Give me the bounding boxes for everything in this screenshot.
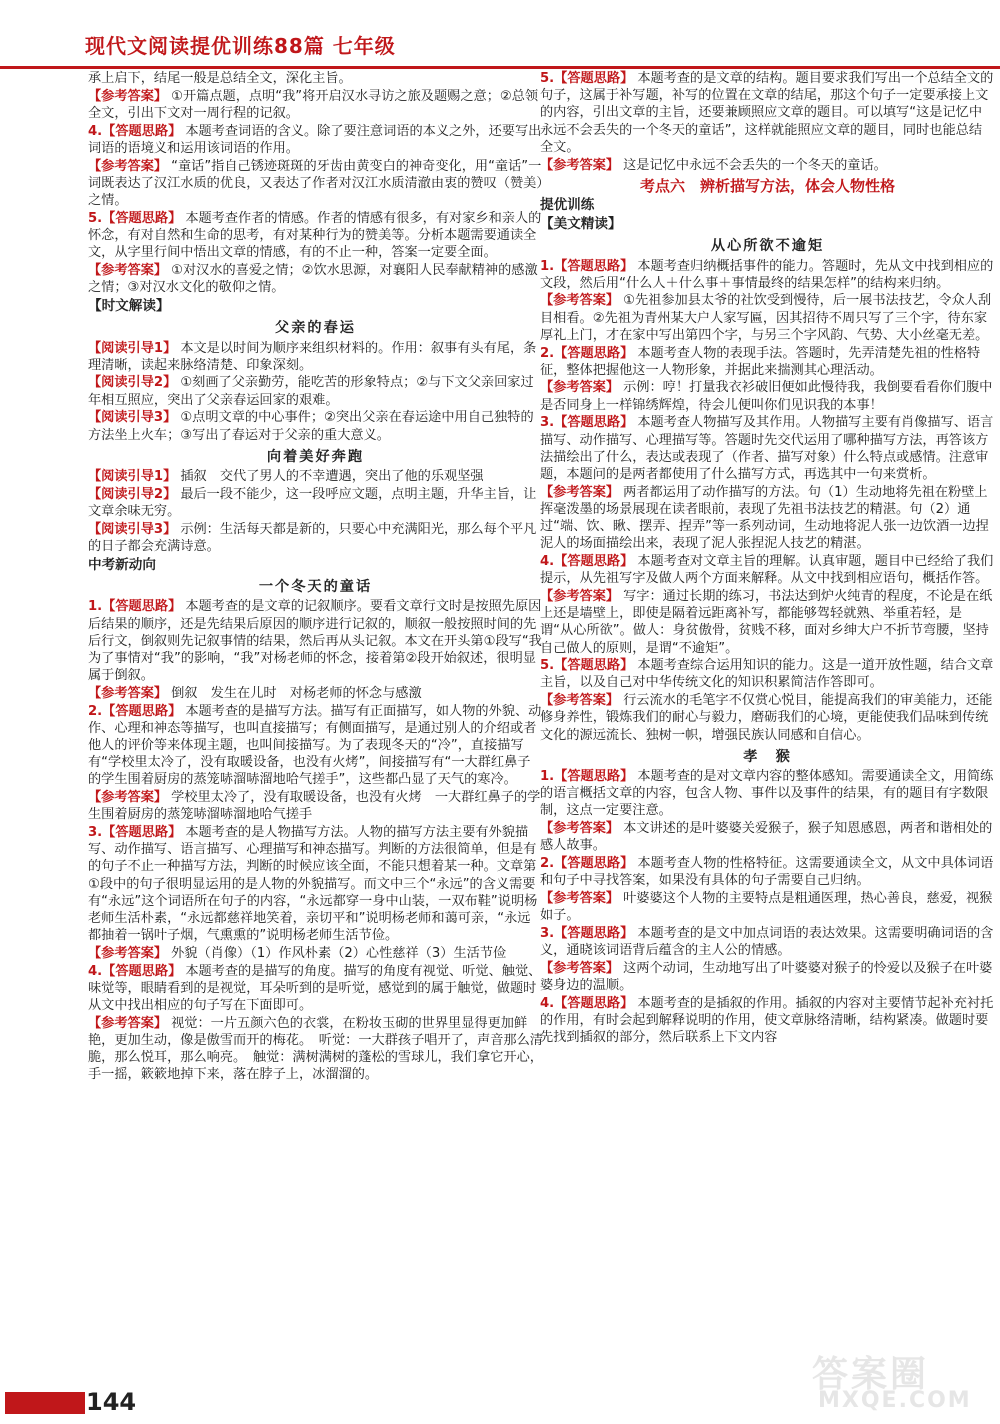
page-number: 144 — [86, 1388, 137, 1416]
answer-paragraph — [540, 414, 995, 483]
answer-paragraph — [88, 88, 543, 122]
right-column — [540, 70, 995, 1046]
answer-paragraph — [540, 820, 995, 854]
section-heading: 【美文精读】 — [540, 216, 622, 233]
answer-text: ①对汉水的喜爱之情；②饮水思源，对襄阳人民奉献精神的感激之情；③对汉水文化的敬仰之情。 — [88, 262, 538, 295]
answer-label: 3.【答题思路】 — [540, 925, 634, 941]
answer-text: 本题考查归纳概括事件的能力。答题时，先从文中找到相应的文段，然后用“什么人＋什么事＋事情最终的结果怎样”的结构来归纳。 — [540, 258, 994, 291]
answer-text: 本文是以时间为顺序来组织材料的。作用：叙事有头有尾，条理清晰，读起来脉络清楚、印象深刻。 — [88, 340, 537, 373]
answer-paragraph — [540, 379, 995, 413]
answer-paragraph — [540, 484, 995, 553]
answer-text: 本文讲述的是叶婆婆关爱猴子，猴子知恩感恩，两者和谐相处的感人故事。 — [540, 821, 993, 854]
answer-label: 【参考答案】 — [540, 157, 620, 173]
answer-text: 本题考查的是描写的角度。描写的角度有视觉、听觉、触觉、味觉等，眼睛看到的是视觉，耳朵听到的是听觉，感觉到的属于触觉，做题时从文中找出相应的句子写在下面即可。 — [88, 963, 542, 1014]
answer-label: 5.【答题思路】 — [540, 658, 634, 674]
answer-text: 本题考查人物描写及其作用。人物描写主要有肖像描写、语言描写、动作描写、心理描写等。答题时先交代运用了哪种描写方法，再答该方法描绘出了什么，表达或表现了（作者、描写对象）什么特点或感情。注意审题，本题问的是两者都使用了什么描写方式，再选其中一句来赏析。 — [540, 415, 994, 482]
answer-paragraph — [88, 963, 543, 1015]
answer-label: 【参考答案】 — [88, 158, 168, 174]
answer-label: 【参考答案】 — [540, 821, 620, 837]
answer-text: 两者都运用了动作描写的方法。句（1）生动地将先祖在粉壁上挥毫泼墨的场景展现在读者眼前，表现了先祖书法技艺的精湛。句（2）通过“端、饮、瞅、摆弄、捏弄”等一系列动词，生动地将泥人张一边饮酒一边捏泥人的场面描绘出来，表现了泥人张捏泥人技艺的精湛。 — [540, 484, 989, 552]
answer-text: 这两个动词，生动地写出了叶婆婆对猴子的怜爱以及猴子在叶婆婆身边的温顺。 — [540, 960, 993, 993]
answer-paragraph — [88, 468, 543, 485]
answer-paragraph — [88, 789, 543, 823]
answer-text: 本题考查人物的表现手法。答题时，先弄清楚先祖的性格特征，整体把握他这一人物形象，并据此来揣测其心理活动。 — [540, 345, 981, 378]
answer-label: 【阅读引导2】 — [88, 486, 177, 502]
answer-text: 学校里太冷了，没有取暖设备，也没有火烤 一大群红鼻子的学生围着厨房的蒸笼哧溜哧溜地哈气搓手 — [88, 790, 541, 823]
page-footer — [0, 1384, 300, 1424]
answer-label: 【阅读引导2】 — [88, 375, 177, 391]
answer-text: 本题考查人物的性格特征。这需要通读全文，从文中具体词语和句子中寻找答案，如果没有具体的句子需要自己归纳。 — [540, 855, 994, 889]
answer-paragraph — [540, 258, 995, 292]
answer-label: 【参考答案】 — [540, 890, 620, 906]
answer-text: ①先祖参加县太爷的社饮受到慢待，后一展书法技艺，令众人刮目相看。②先祖为青州某大户人家写匾，因其招待不周只写了三个字，待东家厚礼上门，才在家中写出第四个字，与另三个字风韵、气势、大小丝毫无差。 — [540, 293, 992, 343]
answer-paragraph — [540, 855, 995, 889]
answer-paragraph — [88, 486, 543, 520]
answer-label: 【参考答案】 — [88, 685, 168, 701]
answer-text: 示例：生活每天都是新的，只要心中充满阳光，那么每个平凡的日子都会充满诗意。 — [88, 521, 537, 554]
answer-label: 3.【答题思路】 — [540, 415, 634, 431]
answer-label: 【参考答案】 — [540, 588, 620, 604]
article-title: 从心所欲不逾矩 — [710, 238, 825, 255]
answer-paragraph — [88, 824, 543, 944]
answer-label: 4.【答题思路】 — [88, 963, 182, 979]
answer-text: 本题考查词语的含义。除了要注意词语的本义之外，还要写出词语的语境义和运用该词语的作用。 — [88, 123, 542, 156]
answer-label: 4.【答题思路】 — [88, 123, 182, 139]
answer-text: 插叙 交代了男人的不幸遭遇，突出了他的乐观坚强 — [180, 468, 484, 484]
answer-label: 【参考答案】 — [88, 88, 168, 104]
answer-text: ①开篇点题，点明“我”将开启汉水寻访之旅及题赐之意；②总领全文，引出下文对一周行程的记叙。 — [88, 88, 539, 121]
answer-label: 【参考答案】 — [88, 790, 168, 806]
answer-paragraph — [540, 657, 995, 691]
answer-label: 【参考答案】 — [540, 693, 620, 709]
answer-paragraph — [88, 1015, 543, 1084]
section-heading: 提优训练 — [540, 196, 595, 213]
watermark-url: MXQE.COM — [818, 1388, 972, 1413]
answer-paragraph — [88, 340, 543, 374]
answer-paragraph — [540, 553, 995, 587]
answer-paragraph — [88, 123, 543, 157]
answer-paragraph — [540, 960, 995, 994]
answer-text: ①刻画了父亲勤劳，能吃苦的形象特点；②与下文父亲回家过年相互照应，突出了父亲春运回家的艰难。 — [88, 375, 534, 408]
answer-label: 1.【答题思路】 — [540, 258, 634, 274]
answer-paragraph — [540, 768, 995, 820]
answer-label: 2.【答题思路】 — [540, 855, 634, 871]
answer-text: 叶婆婆这个人物的主要特点是粗通医理，热心善良，慈爱，视猴如子。 — [540, 890, 993, 924]
watermark — [812, 1346, 997, 1420]
answer-text: 本题考查的是插叙的作用。插叙的内容对主要情节起补充衬托的作用，有时会起到解释说明的作用，使文章脉络清晰，结构紧凑。做题时要先找到插叙的部分，然后联系上下文内容 — [540, 995, 994, 1045]
answer-paragraph — [88, 262, 543, 296]
answer-paragraph — [540, 692, 995, 744]
section-heading: 中考新动向 — [88, 556, 156, 573]
answer-paragraph — [540, 345, 995, 379]
answer-text: 本题考查的是文章的结构。题目要求我们写出一个总结全文的句子，这属于补写题，补写的位置在文章的结尾，那这个句子一定要承接上文的内容，引出文章的主旨，还要兼顾照应文章的题目。可以填写“这是记忆中永远不会丢失的一个冬天的童话”，这样就能照应文章的题目，同时也能总结全文。 — [540, 71, 994, 155]
answer-label: 【阅读引导3】 — [88, 521, 177, 537]
answer-text: 本题考查的是对文章内容的整体感知。需要通读全文，用简练的语言概括文章的内容，包含人物、事件以及事件的结果，有的题目有字数限制，这点一定要注意。 — [540, 768, 994, 819]
answer-paragraph — [540, 588, 995, 657]
watermark-logo-text: 答案圈 — [812, 1354, 930, 1395]
answer-label: 【参考答案】 — [88, 945, 168, 961]
answer-text: 本题考查的是文章的记叙顺序。要看文章行文时是按照先原因后结果的顺序，还是先结果后原因的顺序进行记叙的，顺叙一般按照时间的先后行文，倒叙则先记叙事情的结果，然后再从头记叙。本文在开头第①段写“我为了事情对“我”的影响，“我”对杨老师的怀念，接着第②段开始叙述，很明显属于倒叙。 — [88, 599, 542, 684]
answer-label: 【参考答案】 — [540, 293, 620, 309]
answer-paragraph — [88, 158, 543, 210]
answer-text: 本题考查综合运用知识的能力。这是一道开放性题，结合文章主旨，以及自己对中华传统文化的知识积累简洁作答即可。 — [540, 658, 994, 691]
left-column — [88, 70, 543, 1084]
exam-point-heading: 考点六 辨析描写方法，体会人物性格 — [639, 176, 895, 195]
header-rule — [0, 66, 1000, 69]
answer-text: 视觉：一片五颜六色的衣裳，在粉妆玉砌的世界里显得更加鲜艳，更加生动，像是傲雪而开的梅花。 听觉：一大群孩子唱开了，声音那么清脆，那么悦耳，那么响亮。 触觉：满树满树的蓬松的雪球儿，我们拿它开心，手一摇，簌簌地掉下来，落在脖子上，冰溜溜的。 — [88, 1015, 543, 1083]
answer-text: 本题考查的是人物描写方法。人物的描写方法主要有外貌描写、动作描写、语言描写、心理描写和神态描写。判断的方法很简单，但是有的句子不止一种描写方法，判断的时候应该全面，不能只想着某一种。文章第①段中的句子很明显运用的是人物的外貌描写。而文中三个“永远”的含义需要有“永远”这个词语所在句子的内容，“永远都穿一身中山装，一双布鞋”说明杨老师生活朴素，“永远都慈祥地笑着，亲切平和”说明杨老师和蔼可亲，“永远都抽着一锅叶子烟，气熏熏的”说明杨老师生活节俭。 — [88, 825, 538, 944]
footer-logo-bar — [5, 1392, 85, 1414]
answer-text: 示例：哼！打量我衣衫破旧便如此慢待我，我倒要看看你们腹中是否同身上一样锦绣辉煌，待会儿便叫你们见识我的本事！ — [540, 380, 993, 413]
answer-paragraph — [88, 210, 543, 262]
answer-label: 【阅读引导1】 — [88, 340, 177, 356]
answer-label: 4.【答题思路】 — [540, 995, 634, 1011]
answer-label: 3.【答题思路】 — [88, 825, 182, 841]
answer-label: 【参考答案】 — [88, 262, 168, 278]
answer-paragraph — [88, 521, 543, 555]
answer-label: 【参考答案】 — [88, 1015, 168, 1031]
answer-text: 倒叙 发生在儿时 对杨老师的怀念与感激 — [171, 685, 422, 701]
answer-label: 【参考答案】 — [540, 960, 620, 976]
page-header — [0, 18, 1000, 74]
answer-label: 【参考答案】 — [540, 484, 620, 500]
answer-text: 本题考查的是描写方法。描写有正面描写，如人物的外貌、动作、心理和神态等描写，也叫直接描写；有侧面描写，是通过别人的介绍或者他人的评价等来体现主题，也叫间接描写。为了表现冬天的“冷”，直接描写有“学校里太冷了，没有取暖设备，也没有火烤”，间接描写有“一大群红鼻子的学生围着厨房的蒸笼哧溜哧溜地哈气搓手”，这些都凸显了天气的寒冷。 — [88, 703, 542, 788]
answer-text: 行云流水的毛笔字不仅赏心悦目，能提高我们的审美能力，还能修身养性，锻炼我们的耐心与毅力，磨砺我们的心境，更能使我们品味到传统文化的源远流长、独树一帜，增强民族认同感和自信心。 — [540, 693, 993, 743]
section-heading: 【时文解读】 — [88, 298, 170, 315]
answer-label: 5.【答题思路】 — [540, 71, 634, 86]
answer-paragraph — [540, 70, 995, 156]
article-title: 向着美好奔跑 — [266, 448, 365, 465]
book-title: 现代文阅读提优训练88篇 七年级 — [85, 34, 396, 58]
answer-paragraph — [88, 945, 543, 962]
answer-paragraph — [540, 995, 995, 1047]
answer-label: 1.【答题思路】 — [540, 768, 634, 784]
answer-paragraph — [540, 157, 995, 174]
article-title: 父亲的春运 — [275, 320, 356, 337]
answer-paragraph — [540, 292, 995, 344]
article-title: 一个冬天的童话 — [258, 579, 373, 596]
answer-paragraph — [88, 703, 543, 789]
answer-text: 这是记忆中永远不会丢失的一个冬天的童话。 — [623, 157, 887, 173]
article-title: 孝 猴 — [743, 748, 792, 765]
answer-text: 本题考查作者的情感。作者的情感有很多，有对家乡和亲人的怀念，有对自然和生命的思考，有对某种行为的赞美等。分析本题需要通读全文，从字里行间中悟出文章的情感，有的不止一种，答案一定要全面。 — [88, 210, 542, 261]
answer-text: 写字：通过长期的练习，书法达到炉火纯青的程度，不论是在纸上还是墙壁上，即使是隔着远距离补写，都能够驾轻就熟、举重若轻，是谓“从心所欲”。做人：身贫傲骨，贫贱不移，面对乡绅大户不折节弯腰，坚持自己做人的原则，是谓“不逾矩”。 — [540, 588, 993, 656]
answer-text: 最后一段不能少，这一段呼应文题，点明主题，升华主旨，让文章余味无穷。 — [88, 486, 537, 519]
answer-label: 2.【答题思路】 — [88, 703, 182, 719]
answer-label: 2.【答题思路】 — [540, 345, 634, 361]
answer-text: 本题考查的是文中加点词语的表达效果。这需要明确词语的含义，通晓该词语背后蕴含的主人公的情感。 — [540, 925, 994, 958]
answer-paragraph — [540, 890, 995, 924]
answer-paragraph — [540, 925, 995, 959]
answer-label: 5.【答题思路】 — [88, 210, 182, 226]
answer-paragraph — [88, 685, 543, 702]
answer-text: ①点明文章的中心事件；②突出父亲在春运途中用自己独特的方法坐上火车；③写出了春运对于父亲的重大意义。 — [88, 410, 534, 443]
answer-paragraph — [88, 598, 543, 684]
answer-label: 【阅读引导1】 — [88, 468, 177, 484]
answer-label: 【参考答案】 — [540, 380, 620, 396]
answer-paragraph — [88, 374, 543, 408]
answer-text: 本题考查对文章主旨的理解。认真审题，题目中已经给了我们提示，从先祖写字及做人两个方面来解释。从文中找到相应语句，概括作答。 — [540, 553, 994, 587]
answer-label: 4.【答题思路】 — [540, 553, 634, 569]
answer-text: 外貌（肖像）（1）作风朴素（2）心性慈祥（3）生活节俭 — [171, 945, 507, 961]
answer-label: 【阅读引导3】 — [88, 410, 177, 426]
answer-label: 1.【答题思路】 — [88, 599, 182, 615]
answer-text: “童话”指自己锈迹斑斑的牙齿由黄变白的神奇变化，用“童话”一词既表达了汉江水质的优良，又表达了作者对汉江水质清澈由衷的赞叹（赞美）之情。 — [88, 158, 543, 208]
answer-paragraph — [88, 409, 543, 443]
body-paragraph: 承上启下，结尾一般是总结全文，深化主旨。 — [88, 71, 352, 86]
